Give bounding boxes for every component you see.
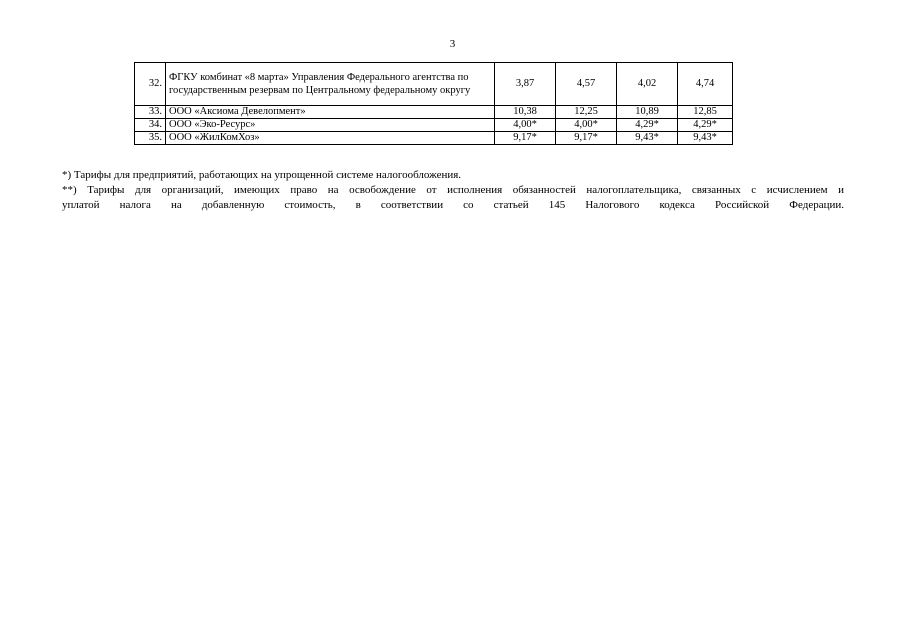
row-number: 32. <box>135 63 166 106</box>
tariff-value: 9,17* <box>556 132 617 145</box>
tariff-value: 4,00* <box>495 119 556 132</box>
organization-name: ФГКУ комбинат «8 марта» Управления Федерального агентства по государственным резервам по Центральному федеральному округу <box>166 63 495 106</box>
organization-name: ООО «Эко-Ресурс» <box>166 119 495 132</box>
footnote-simplified-tax: *) Тарифы для предприятий, работающих на упрощенной системе налогообложения. <box>62 169 462 181</box>
organization-name: ООО «ЖилКомХоз» <box>166 132 495 145</box>
tariff-value: 3,87 <box>495 63 556 106</box>
row-number: 34. <box>135 119 166 132</box>
organization-name: ООО «Аксиома Девелопмент» <box>166 106 495 119</box>
row-number: 33. <box>135 106 166 119</box>
table-row <box>135 106 733 119</box>
tariff-value: 10,89 <box>617 106 678 119</box>
tariff-value: 12,85 <box>678 106 733 119</box>
tariff-value: 9,17* <box>495 132 556 145</box>
tariff-value: 4,29* <box>678 119 733 132</box>
page-number: 3 <box>449 38 456 50</box>
footnote-vat-exempt-line1: **) Тарифы для организаций, имеющих право на освобождение от исполнения обязанностей налогоплательщика, связанных с исчислением и <box>62 184 844 196</box>
tariff-value: 4,74 <box>678 63 733 106</box>
tariff-value: 10,38 <box>495 106 556 119</box>
footnotes <box>62 168 844 213</box>
footnote-vat-exempt-line2: уплатой налога на добавленную стоимость, в соответствии со статьей 145 Налогового кодекса Российской Федерации. <box>62 199 844 211</box>
tariff-table <box>134 62 733 145</box>
table-row <box>135 119 733 132</box>
tariff-value: 4,00* <box>556 119 617 132</box>
tariff-value: 4,29* <box>617 119 678 132</box>
tariff-value: 4,02 <box>617 63 678 106</box>
row-number: 35. <box>135 132 166 145</box>
tariff-value: 9,43* <box>678 132 733 145</box>
table-row <box>135 132 733 145</box>
tariff-value: 9,43* <box>617 132 678 145</box>
tariff-value: 12,25 <box>556 106 617 119</box>
tariff-value: 4,57 <box>556 63 617 106</box>
table-row <box>135 63 733 106</box>
